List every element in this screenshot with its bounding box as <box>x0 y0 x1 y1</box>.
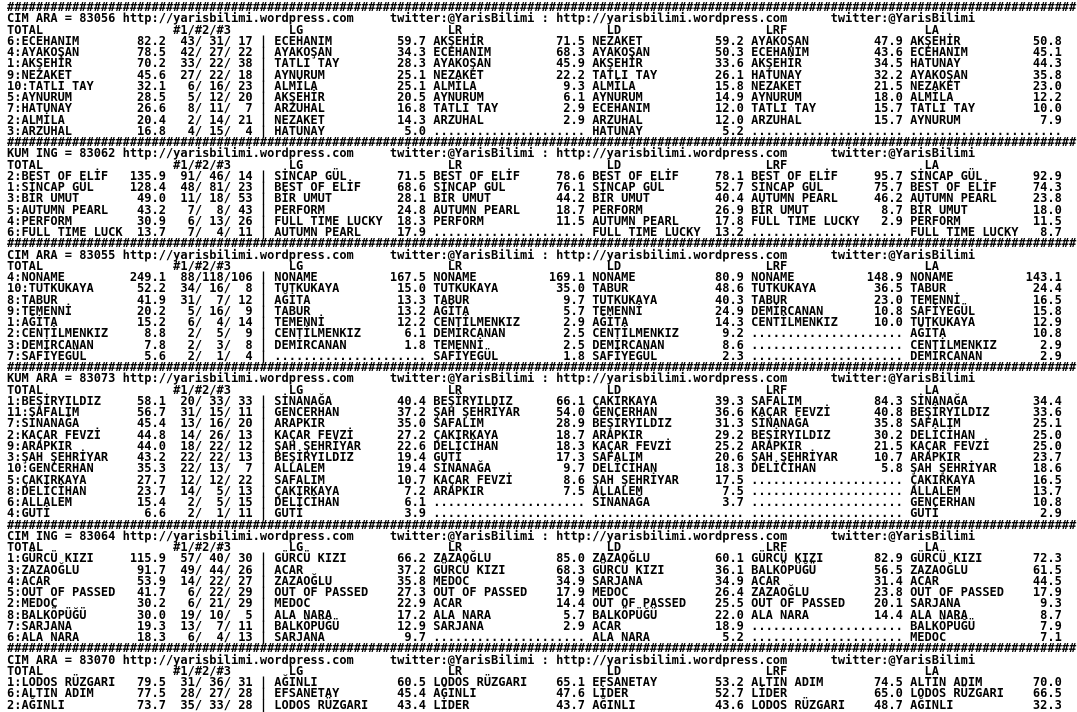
stats-row-line: 2:BEST OF ELİF 135.9 91/ 46/ 14 | SİNCAP GÜL 71.5 BEST OF ELİF 78.6 BEST OF ELİF 78.1 BEST OF ELİF 95.7 SİNCAP GÜL 92.9 <box>7 168 1070 183</box>
stats-row-line: 1:LODOS RÜZGARI 79.5 31/ 36/ 31 | AĞINLI 60.5 LODOS RÜZGARI 65.1 EFSANETAY 53.2 ALTIN ADIM 74.5 ALTIN ADIM 70.0 <box>7 675 1070 689</box>
section-title-line: CIM ING = 83064 http://yarisbilimi.wordpress.com twitter:@YarisBilimi : http://yarisbilimi.wordpress.com twitter:@YarisBilimi <box>7 528 976 543</box>
stats-row-line: 8:BALKÖPÜĞÜ 30.0 19/ 10/ 5 | ALA NARA 17.2 ALA NARA 5.7 BALKÖPÜĞÜ 22.0 ALA NARA 14.4 ALA NARA 8.7 <box>7 607 1070 622</box>
section-separator: #################################################################################################################################################### <box>7 517 1077 532</box>
section-separator: #################################################################################################################################################### <box>7 236 1077 251</box>
stats-row-line: 11:SAFALIM 56.7 31/ 15/ 11 | GENCERHAN 37.2 ŞAH ŞEHRİYAR 54.0 GENCERHAN 36.6 KAÇAR FEVZİ 40.8 BEŞİRYILDIZ 33.6 <box>7 405 1070 419</box>
stats-row-line: 4:GUTİ 6.6 2/ 1/ 11 | GUTİ 3.9 ..................... ..................... ..................... GUTİ 2.9 <box>7 506 1070 521</box>
stats-row-line: 2:MEDOC 30.2 6/ 21/ 29 | MEDOC 22.9 ACAR 14.4 OUT OF PASSED 25.5 OUT OF PASSED 20.1 SARJANA 9.3 <box>7 596 1070 611</box>
stats-row-line: 6:ALLALEM 15.4 2/ 5/ 15 | DELİCİHAN 6.1 ..................... SİNANAĞA 3.7 ..................... GENCERHAN 10.8 <box>7 495 1070 509</box>
stats-row-line: 6:ECEHANIM 82.2 43/ 31/ 17 | ECEHANIM 59.7 AKŞEHİR 71.5 NEZAKET 59.2 AYAKOŞAN 47.9 AKŞEHİR 50.8 <box>7 33 1070 48</box>
section-separator: #################################################################################################################################################### <box>7 641 1077 656</box>
stats-row-line: 6:FULL TIME LUCK 13.7 7/ 4/ 11 | AUTUMN PEARL 17.9 ..................... FULL TIME LUCKY 13.2 ..................... FULL TIME LUCKY 8.7 <box>7 225 1070 239</box>
stats-row-line: 10:TUTKUKAYA 52.2 34/ 16/ 8 | TUTKUKAYA 15.0 TUTKUKAYA 35.0 TABUR 48.6 TUTKUKAYA 36.5 TABUR 24.4 <box>7 281 1070 296</box>
stats-row-line: 1:SİNCAP GÜL 128.4 48/ 81/ 23 | BEST OF ELİF 68.6 SİNCAP GÜL 76.1 SİNCAP GÜL 52.7 SİNCAP GÜL 75.7 BEST OF ELİF 74.3 <box>7 180 1070 194</box>
stats-row-line: 10:TATLI TAY 32.1 6/ 16/ 23 | ALMİLA 25.1 ALMİLA 9.3 ALMİLA 15.8 NEZAKET 21.5 NEZAKET 23.0 <box>7 78 1070 93</box>
stats-row-line: 2:CENTİLMENKIZ 8.8 2/ 5/ 9 | CENTİLMENKIZ 6.1 DEMİRCANAN 2.5 CENTİLMENKIZ 9.2 ..................... AĞİTA 10.8 <box>7 326 1070 341</box>
stats-row-line: 2:ALMİLA 20.4 2/ 14/ 21 | NEZAKET 14.3 ARZUHAL 2.9 ARZUHAL 12.0 ARZUHAL 15.7 AYNURUM 7.9 <box>7 112 1070 127</box>
stats-row-line: 3:DEMİRCANAN 7.8 2/ 3/ 8 | DEMİRCANAN 1.8 TEMENNİ 2.5 DEMİRCANAN 8.6 ..................... CENTİLMENKIZ 2.9 <box>7 337 1070 352</box>
stats-row-line: 1:AKŞEHİR 70.2 33/ 22/ 38 | TATLI TAY 28.3 AYAKOŞAN 45.9 AKŞEHİR 33.6 AKŞEHİR 34.5 HATUNAY 44.3 <box>7 56 1070 71</box>
section-title-line: CIM ARA = 83056 http://yarisbilimi.wordpress.com twitter:@YarisBilimi : http://yarisbilimi.wordpress.com twitter:@YarisBilimi <box>7 11 976 26</box>
stats-row-line: 9:ARAPKIR 44.0 18/ 22/ 12 | ŞAH ŞEHRİYAR 22.6 DELİCİHAN 18.3 KAÇAR FEVZİ 25.2 ARAPKIR 21.5 KAÇAR FEVZİ 25.0 <box>7 438 1070 453</box>
stats-row-line: 2:KAÇAR FEVZİ 44.8 14/ 26/ 13 | KAÇAR FEVZİ 27.2 ÇAKIRKAYA 18.7 ARAPKIR 29.2 BEŞİRYILDIZ 30.2 DELİCİHAN 25.0 <box>7 427 1070 442</box>
stats-row-line: 10:GENCERHAN 35.3 22/ 13/ 7 | ALLALEM 19.4 SİNANAĞA 9.7 DELİCİHAN 18.3 DELİCİHAN 5.8 ŞAH ŞEHRİYAR 18.6 <box>7 461 1070 476</box>
stats-row-line: 1:AĞİTA 15.2 6/ 4/ 14 | TEMENNİ 12.2 CENTİLMENKIZ 2.9 AĞİTA 14.3 CENTİLMENKIZ 10.0 TUTKUKAYA 12.9 <box>7 315 1070 329</box>
stats-row-line: 8:TABUR 41.9 31/ 7/ 12 | AĞİTA 13.3 TABUR 9.7 TUTKUKAYA 40.3 TABUR 23.0 TEMENNİ 16.5 <box>7 292 1070 307</box>
stats-row-line: 1:GÜRCÜ KIZI 115.9 57/ 40/ 30 | GÜRCÜ KIZI 66.2 ZAZAOĞLU 85.0 ZAZAOĞLU 60.1 GÜRCÜ KIZI 82.9 GÜRCÜ KIZI 72.3 <box>7 551 1070 566</box>
column-header-line: TOTAL #1/#2/#3 LG LR LD LRF LA <box>7 22 939 37</box>
stats-row-line: 9:TEMENNİ 20.2 5/ 16/ 9 | TABUR 13.2 AĞİTA 5.7 TEMENNİ 24.9 DEMİRCANAN 10.8 SAFİYEGÜL 15.8 <box>7 303 1070 318</box>
column-header-line: TOTAL #1/#2/#3 LG LR LD LRF LA <box>7 382 939 397</box>
stats-row-line: 5:ÇAKIRKAYA 27.7 12/ 12/ 22 | SAFALIM 10.7 KAÇAR FEVZİ 8.6 ŞAH ŞEHRİYAR 17.5 ..................... ÇAKIRKAYA 16.5 <box>7 472 1070 487</box>
stats-row-line: 7:SARJANA 19.3 13/ 7/ 11 | BALKÖPÜĞÜ 12.9 SARJANA 2.9 ACAR 18.9 ..................... BALKÖPÜĞÜ 7.9 <box>7 618 1070 633</box>
column-header-line: TOTAL #1/#2/#3 LG LR LD LRF LA <box>7 157 939 172</box>
stats-row-line: 6:ALA NARA 18.3 6/ 4/ 13 | SARJANA 9.7 ..................... ALA NARA 5.2 ..................... MEDOC 7.1 <box>7 630 1070 644</box>
section-separator: #################################################################################################################################################### <box>7 135 1077 149</box>
stats-row-line: 4:ACAR 53.9 14/ 22/ 27 | ZAZAOĞLU 35.8 MEDOC 34.9 SARJANA 34.9 ACAR 31.4 ACAR 44.5 <box>7 573 1070 588</box>
stats-row-line: 7:SAFİYEGÜL 5.6 2/ 1/ 4 | ..................... SAFİYEGÜL 1.8 SAFİYEGÜL 2.3 ..................... DEMİRCANAN 2.9 <box>7 348 1070 363</box>
stats-row-line: 8:DELİCİHAN 23.7 14/ 5/ 13 | ÇAKIRKAYA 7.2 ARAPKIR 7.5 ALLALEM 7.5 ..................... ALLALEM 13.7 <box>7 483 1070 498</box>
stats-row-line: 3:ŞAH ŞEHRİYAR 43.2 22/ 22/ 13 | BEŞİRYILDIZ 19.4 GUTİ 17.3 SAFALIM 20.6 ŞAH ŞEHRİYAR 10.7 ARAPKIR 23.7 <box>7 450 1070 464</box>
stats-row-line: 3:ARZUHAL 16.8 4/ 15/ 4 | HATUNAY 5.0 ..................... HATUNAY 5.2 ..................... ..................... <box>7 123 1070 138</box>
stats-row-line: 9:NEZAKET 45.6 27/ 22/ 18 | AYNURUM 25.1 NEZAKET 22.2 TATLI TAY 26.1 HATUNAY 32.2 AYAKOŞAN 35.8 <box>7 67 1070 82</box>
stats-row-line: 3:BİR UMUT 49.0 11/ 18/ 53 | BİR UMUT 28.1 BİR UMUT 44.2 BİR UMUT 40.4 AUTUMN PEARL 46.2 AUTUMN PEARL 23.8 <box>7 191 1070 206</box>
column-header-line: TOTAL #1/#2/#3 LG LR LD LRF LA <box>7 540 939 554</box>
stats-row-line: 5:OUT OF PASSED 41.7 6/ 22/ 29 | OUT OF PASSED 27.3 OUT OF PASSED 17.9 MEDOC 26.4 ZAZAOĞLU 23.8 OUT OF PASSED 17.9 <box>7 585 1070 599</box>
section-title-line: CIM ARA = 83055 http://yarisbilimi.wordpress.com twitter:@YarisBilimi : http://yarisbilimi.wordpress.com twitter:@YarisBilimi <box>7 247 976 262</box>
column-header-line: TOTAL #1/#2/#3 LG LR LD LRF LA <box>7 663 939 678</box>
stats-row-line: 5:AUTUMN PEARL 43.2 7/ 8/ 43 | PERFORM 24.8 AUTUMN PEARL 18.7 PERFORM 26.9 BİR UMUT 8.7 BİR UMUT 18.0 <box>7 202 1070 217</box>
section-separator: #################################################################################################################################################### <box>7 360 1077 374</box>
stats-row-line: 6:ALTIN ADIM 77.5 28/ 27/ 28 | EFSANETAY 45.4 AĞINLI 47.6 LİDER 52.7 LİDER 65.0 LODOS RÜZGARI 66.5 <box>7 686 1070 701</box>
stats-row-line: 7:SİNANAĞA 45.4 13/ 16/ 20 | ARAPKIR 35.0 SAFALIM 28.9 BEŞİRYILDIZ 31.3 SİNANAĞA 35.8 SAFALIM 25.1 <box>7 416 1070 431</box>
stats-row-line: 1:BEŞİRYILDIZ 58.1 20/ 33/ 33 | SİNANAĞA 40.4 BEŞİRYILDIZ 66.1 ÇAKIRKAYA 39.3 SAFALIM 84.3 SİNANAĞA 34.4 <box>7 393 1070 408</box>
section-title-line: KUM ING = 83062 http://yarisbilimi.wordpress.com twitter:@YarisBilimi : http://yarisbilimi.wordpress.com twitter:@YarisBilimi <box>7 146 976 161</box>
stats-row-line: 4:PERFORM 30.9 6/ 13/ 26 | FULL TIME LUCKY 18.3 PERFORM 11.5 AUTUMN PEARL 17.8 FULL TIME LUCKY 2.9 PERFORM 11.5 <box>7 213 1070 228</box>
stats-row-line: 4:AYAKOŞAN 78.5 42/ 27/ 22 | AYAKOŞAN 34.3 ECEHANIM 68.3 AYAKOŞAN 50.3 ECEHANIM 43.6 ECEHANIM 45.1 <box>7 45 1070 59</box>
stats-row-line: 3:ZAZAOĞLU 91.7 49/ 44/ 26 | ACAR 37.2 GÜRCÜ KIZI 68.3 GÜRCÜ KIZI 36.1 BALKÖPÜĞÜ 56.5 ZAZAOĞLU 61.5 <box>7 562 1070 577</box>
stats-row-line: 2:AĞINLI 73.7 35/ 33/ 28 | LODOS RÜZGARI 43.4 LİDER 43.7 AĞINLI 43.6 LODOS RÜZGARI 48.7 AĞINLI 32.3 <box>7 697 1070 712</box>
stats-row-line: 7:HATUNAY 26.6 8/ 11/ 7 | ARZUHAL 16.8 TATLI TAY 2.9 ECEHANIM 12.0 TATLI TAY 15.7 TATLI TAY 10.0 <box>7 101 1070 116</box>
stats-row-line: 4:NONAME 249.1 88/118/106 | NONAME 167.5 NONAME 169.1 NONAME 80.9 NONAME 148.9 NONAME 143.1 <box>7 270 1070 284</box>
column-header-line: TOTAL #1/#2/#3 LG LR LD LRF LA <box>7 258 939 273</box>
stats-row-line: 5:AYNURUM 28.5 5/ 12/ 20 | AKŞEHİR 20.5 AYNURUM 6.1 AYNURUM 14.9 AYNURUM 18.0 ALMİLA 12.2 <box>7 90 1070 104</box>
section-title-line: KUM ARA = 83073 http://yarisbilimi.wordpress.com twitter:@YarisBilimi : http://yarisbilimi.wordpress.com twitter:@YarisBilimi <box>7 371 976 386</box>
section-separator: #################################################################################################################################################### <box>7 0 1077 14</box>
section-title-line: CIM ARA = 83070 http://yarisbilimi.wordpress.com twitter:@YarisBilimi : http://yarisbilimi.wordpress.com twitter:@YarisBilimi <box>7 652 976 667</box>
